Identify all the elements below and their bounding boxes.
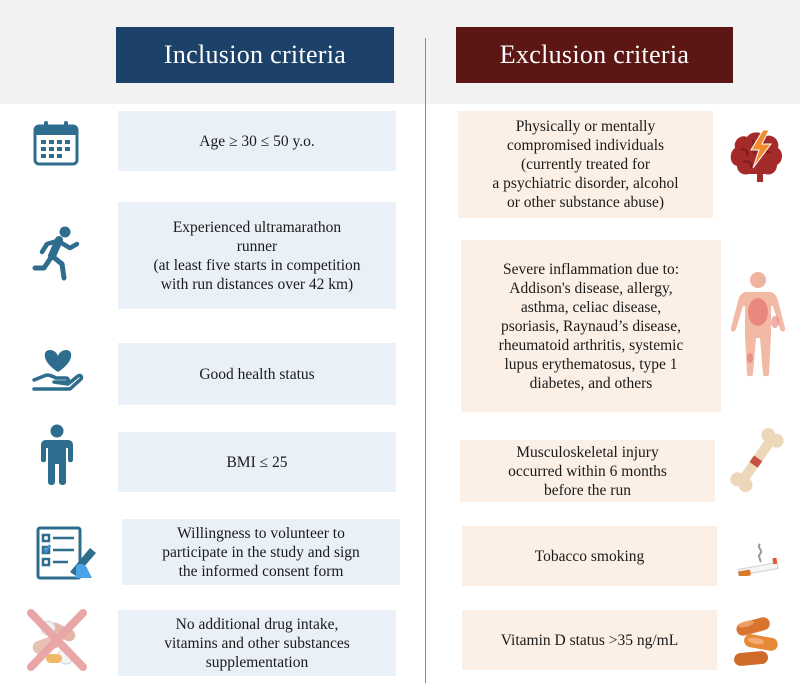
cigarette-icon [736, 540, 780, 576]
exclusion-criterion-compromised: Physically or mentally compromised individuals (currently treated for a psychiatric disorder, alcohol or other substance abuse) [458, 111, 713, 218]
capsules-icon [730, 614, 784, 670]
bone-icon [730, 424, 784, 496]
inflamed-body-icon [728, 270, 788, 378]
exclusion-criterion-inflammation: Severe inflammation due to: Addison's disease, allergy, asthma, celiac disease, psoriasis, Raynaud’s disease, rheumatoid arthritis, systemic lupus erythematosus, type 1 diabetes, and others [461, 240, 721, 412]
inclusion-criterion-consent: Willingness to volunteer to participate in the study and sign the informed consent form [122, 519, 400, 585]
exclusion-criterion-smoking: Tobacco smoking [462, 526, 717, 586]
column-divider [425, 38, 426, 683]
heart-hand-icon [32, 346, 84, 392]
person-icon [40, 424, 74, 486]
inclusion-header: Inclusion criteria [116, 27, 394, 83]
inclusion-criterion-runner: Experienced ultramarathon runner (at least five starts in competition with run distances over 42 km) [118, 202, 396, 309]
exclusion-criterion-vitamin-d: Vitamin D status >35 ng/mL [462, 610, 717, 670]
exclusion-criterion-injury: Musculoskeletal injury occurred within 6 months before the run [460, 440, 715, 502]
brain-icon [727, 128, 785, 186]
runner-icon [32, 226, 82, 282]
no-pills-icon [26, 608, 88, 672]
inclusion-criterion-no-drugs: No additional drug intake, vitamins and other substances supplementation [118, 610, 396, 676]
exclusion-header: Exclusion criteria [456, 27, 733, 83]
consent-form-icon [36, 526, 98, 580]
inclusion-criterion-bmi: BMI ≤ 25 [118, 432, 396, 492]
inclusion-criterion-health: Good health status [118, 343, 396, 405]
calendar-icon [32, 120, 80, 166]
inclusion-criterion-age: Age ≥ 30 ≤ 50 y.o. [118, 111, 396, 171]
